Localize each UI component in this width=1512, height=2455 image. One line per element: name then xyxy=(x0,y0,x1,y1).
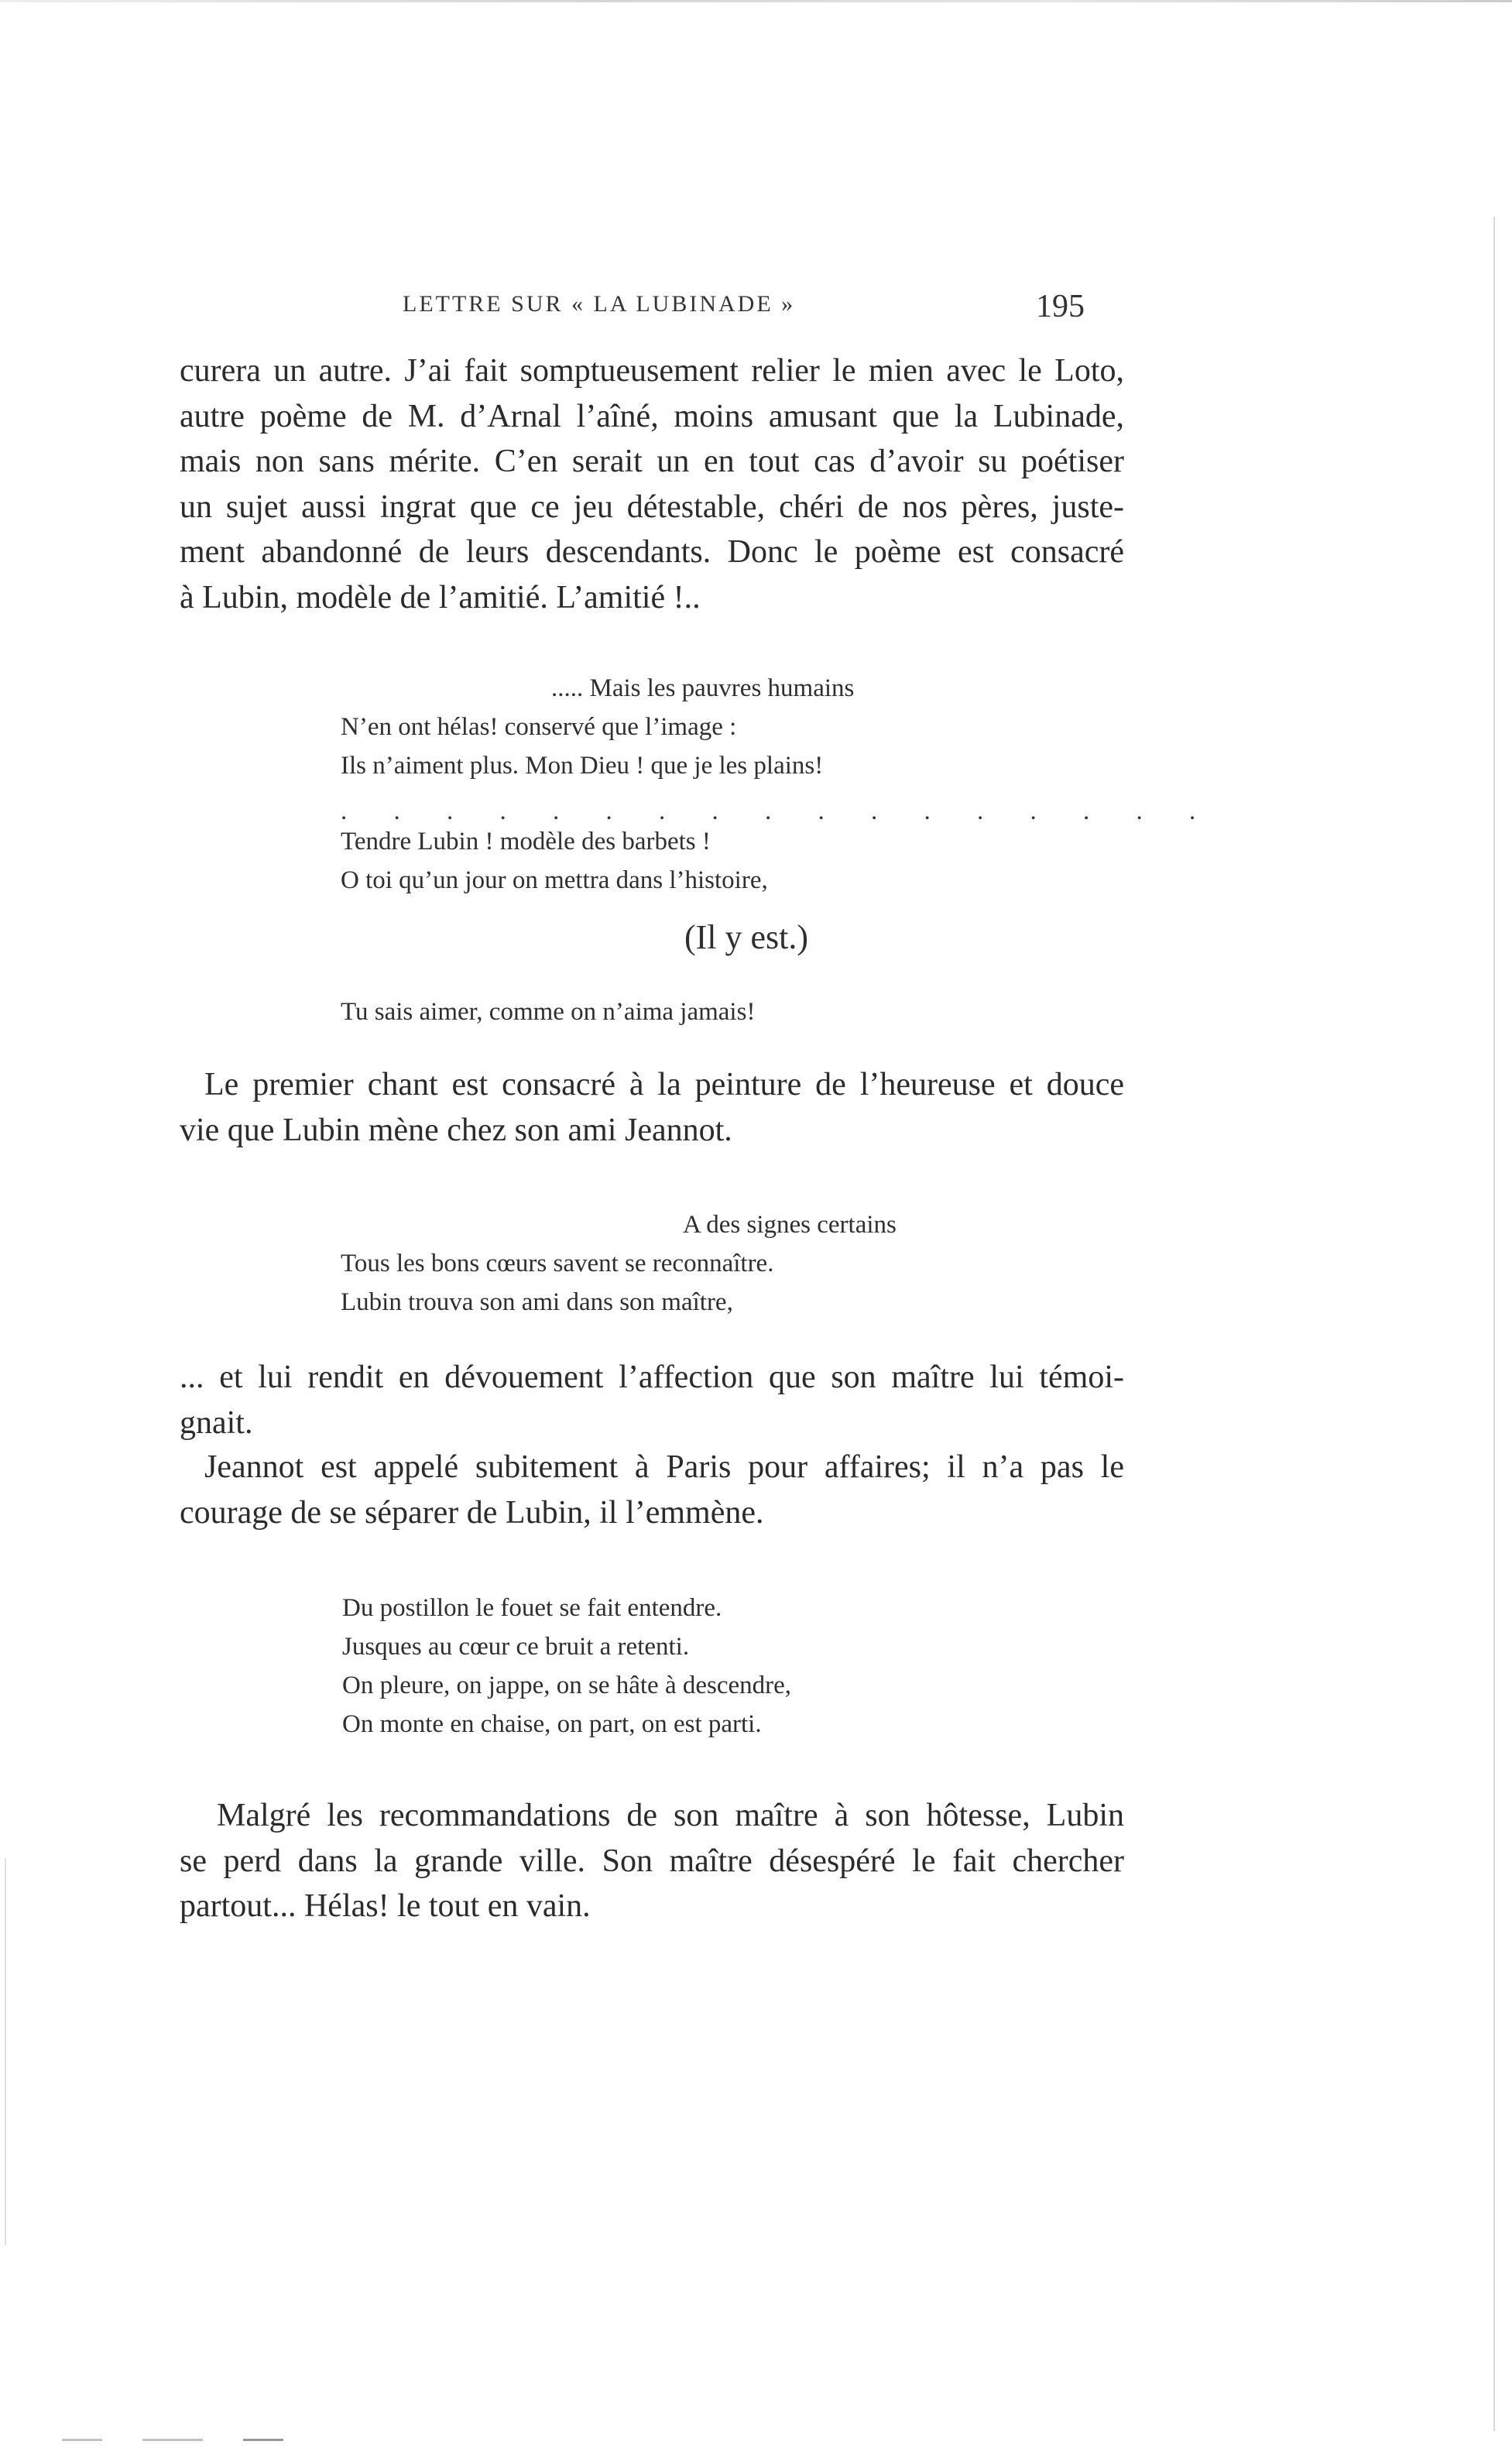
scan-edge-top xyxy=(0,0,1512,2)
verse-aside: (Il y est.) xyxy=(684,918,809,956)
verse-line: A des signes certains xyxy=(683,1211,897,1239)
verse-ellipsis: . . . . . . . . . . . . . . . . . xyxy=(341,797,1216,825)
scan-edge-left xyxy=(5,1858,6,2245)
verse-3 xyxy=(342,1589,791,1744)
running-title: LETTRE SUR « LA LUBINADE » xyxy=(403,291,796,317)
verse-line: Jusques au cœur ce bruit a retenti. xyxy=(342,1633,690,1661)
paragraph-line: un sujet aussi ingrat que ce jeu détestable, chéri de nos pères, juste- xyxy=(180,489,1124,525)
paragraph-line: gnait. xyxy=(180,1404,253,1441)
paragraph-line: courage de se séparer de Lubin, il l’emmène. xyxy=(180,1494,764,1531)
paragraph-line: mais non sans mérite. C’en serait un en tout cas d’avoir su poétiser xyxy=(180,444,1124,479)
paragraph-3 xyxy=(180,1355,1124,1445)
paragraph-line: ... et lui rendit en dévouement l’affection que son maître lui témoi- xyxy=(180,1360,1124,1395)
verse-1 xyxy=(341,669,854,785)
paragraph-line: partout... Hélas! le tout en vain. xyxy=(180,1888,591,1924)
paragraph-1 xyxy=(180,348,1124,620)
verse-line: On pleure, on jappe, on se hâte à descendre, xyxy=(342,1672,792,1699)
paragraph-line: se perd dans la grande ville. Son maître désespéré le fait chercher xyxy=(180,1843,1124,1879)
paragraph-4 xyxy=(180,1445,1124,1535)
paragraph-5 xyxy=(180,1793,1124,1929)
verse-line: Du postillon le fouet se fait entendre. xyxy=(342,1594,722,1622)
paragraph-line: Malgré les recommandations de son maître à son hôtesse, Lubin xyxy=(217,1798,1124,1833)
paragraph-line: à Lubin, modèle de l’amitié. L’amitié !.. xyxy=(180,579,701,615)
verse-line: N’en ont hélas! conservé que l’image : xyxy=(341,713,737,741)
verse-1-continued xyxy=(341,822,768,900)
paragraph-line: Jeannot est appelé subitement à Paris pour affaires; il n’a pas le xyxy=(204,1449,1124,1485)
scan-edge-bottom xyxy=(62,2439,1068,2441)
verse-line: O toi qu’un jour on mettra dans l’histoire, xyxy=(341,866,768,894)
verse-2 xyxy=(341,1205,897,1322)
verse-line: Ils n’aiment plus. Mon Dieu ! que je les plains! xyxy=(341,752,824,780)
paragraph-line: curera un autre. J’ai fait somptueusement relier le mien avec le Loto, xyxy=(180,353,1124,389)
verse-line: ..... Mais les pauvres humains xyxy=(551,674,855,702)
paragraph-line: autre poème de M. d’Arnal l’aîné, moins amusant que la Lubinade, xyxy=(180,398,1124,434)
page-number: 195 xyxy=(1036,289,1085,324)
verse-1-final xyxy=(341,993,755,1031)
verse-line: On monte en chaise, on part, on est parti. xyxy=(342,1710,762,1738)
paragraph-line: Le premier chant est consacré à la peinture de l’heureuse et douce xyxy=(204,1067,1124,1102)
scan-edge-right xyxy=(1493,217,1495,2431)
verse-line: Tous les bons cœurs savent se reconnaître. xyxy=(341,1250,774,1277)
verse-line: Lubin trouva son ami dans son maître, xyxy=(341,1288,733,1316)
verse-line: Tendre Lubin ! modèle des barbets ! xyxy=(341,828,711,855)
verse-line: Tu sais aimer, comme on n’aima jamais! xyxy=(341,998,756,1026)
paragraph-line: ment abandonné de leurs descendants. Donc le poème est consacré xyxy=(180,534,1124,570)
paragraph-line: vie que Lubin mène chez son ami Jeannot. xyxy=(180,1112,732,1148)
paragraph-2 xyxy=(180,1062,1124,1153)
